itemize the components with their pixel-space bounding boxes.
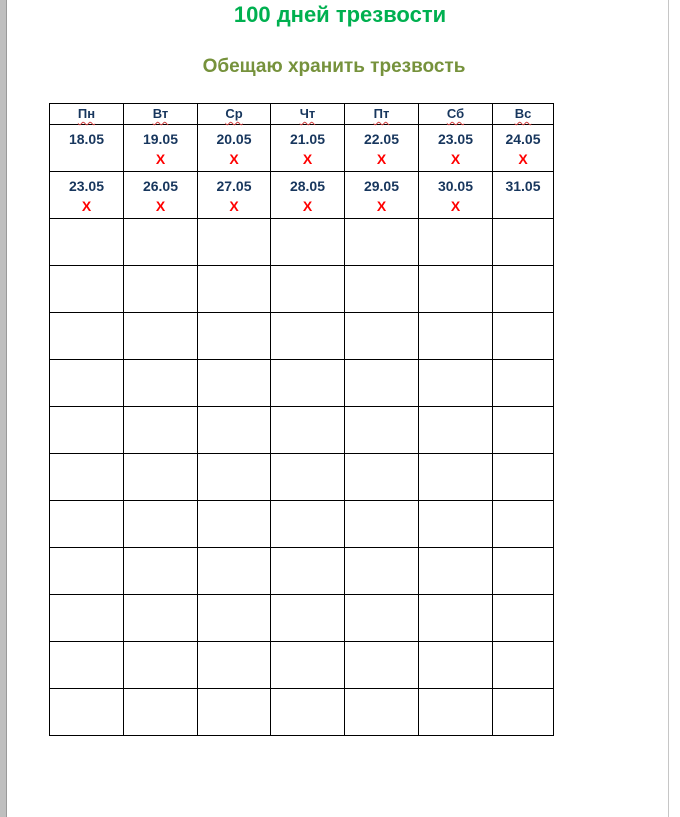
empty-day-cell [50,360,124,407]
empty-day-cell [493,595,554,642]
empty-day-cell [419,548,493,595]
week-row [50,125,554,172]
empty-day-cell [419,501,493,548]
day-date: 23.05 [68,178,105,194]
day-date: 18.05 [68,131,105,147]
day-check-mark: X [155,198,166,214]
empty-day-cell [124,454,198,501]
empty-day-cell [198,548,271,595]
empty-day-cell [419,360,493,407]
empty-day-cell [124,548,198,595]
empty-day-cell [493,407,554,454]
day-date: 22.05 [363,131,400,147]
day-check-mark: X [450,151,461,167]
weekday-header-cell [345,104,419,125]
day-check-mark: X [229,151,239,167]
empty-week-row [50,595,554,642]
empty-day-cell [271,642,345,689]
week-row [50,172,554,219]
empty-week-row [50,548,554,595]
empty-day-cell [198,501,271,548]
empty-day-cell [50,548,124,595]
day-date: 27.05 [216,178,252,194]
day-cell [198,172,271,219]
empty-day-cell [271,313,345,360]
weekday-header-row [50,104,554,125]
empty-day-cell [493,313,554,360]
empty-day-cell [419,454,493,501]
empty-day-cell [124,689,198,736]
day-cell [493,172,554,219]
empty-day-cell [345,219,419,266]
empty-day-cell [345,454,419,501]
empty-day-cell [271,219,345,266]
empty-day-cell [345,407,419,454]
page-gutter [0,0,7,817]
document-subtitle: Обещаю хранить трезвость [202,56,466,77]
empty-day-cell [124,360,198,407]
empty-day-cell [50,689,124,736]
empty-day-cell [124,501,198,548]
empty-day-cell [419,313,493,360]
day-cell [419,125,493,172]
weekday-label: Пт [373,106,390,121]
empty-week-row [50,501,554,548]
empty-day-cell [198,266,271,313]
day-date: 19.05 [142,131,179,147]
empty-day-cell [345,689,419,736]
day-cell [271,125,345,172]
weekday-label: Сб [446,106,465,121]
empty-day-cell [198,407,271,454]
day-cell [124,172,198,219]
empty-day-cell [419,219,493,266]
day-date: 21.05 [289,131,326,147]
weekday-label: Чт [299,106,316,121]
empty-day-cell [50,595,124,642]
empty-day-cell [198,595,271,642]
weekday-header-cell [493,104,554,125]
empty-day-cell [50,642,124,689]
day-date: 20.05 [216,131,252,147]
empty-day-cell [50,313,124,360]
empty-week-row [50,219,554,266]
day-cell [50,125,124,172]
empty-day-cell [124,642,198,689]
empty-day-cell [345,548,419,595]
empty-week-row [50,689,554,736]
empty-day-cell [271,689,345,736]
day-date: 28.05 [289,178,326,194]
day-check-mark: X [376,151,387,167]
sobriety-tracker-table [49,103,554,736]
day-date: 26.05 [142,178,179,194]
empty-day-cell [198,689,271,736]
empty-day-cell [271,266,345,313]
empty-day-cell [493,548,554,595]
day-check-mark: X [81,198,92,214]
day-check-mark: X [302,198,313,214]
empty-day-cell [493,501,554,548]
empty-day-cell [271,360,345,407]
empty-day-cell [271,548,345,595]
empty-day-cell [124,407,198,454]
day-date: 30.05 [437,178,474,194]
day-cell [419,172,493,219]
empty-day-cell [345,501,419,548]
empty-day-cell [419,266,493,313]
empty-week-row [50,407,554,454]
empty-day-cell [419,595,493,642]
day-date: 23.05 [437,131,474,147]
empty-day-cell [345,313,419,360]
day-date: 29.05 [363,178,400,194]
empty-day-cell [345,595,419,642]
weekday-label: Вс [514,106,532,121]
weekday-header-cell [271,104,345,125]
empty-day-cell [198,360,271,407]
empty-week-row [50,313,554,360]
empty-day-cell [198,642,271,689]
empty-day-cell [271,501,345,548]
empty-day-cell [493,689,554,736]
empty-day-cell [493,360,554,407]
empty-day-cell [345,266,419,313]
day-cell [345,172,419,219]
empty-day-cell [50,454,124,501]
empty-day-cell [50,219,124,266]
weekday-header-cell [50,104,124,125]
document-title: 100 дней трезвости [233,2,447,27]
empty-week-row [50,454,554,501]
empty-day-cell [345,642,419,689]
empty-day-cell [50,266,124,313]
weekday-header-cell [198,104,271,125]
weekday-label: Ср [225,106,243,121]
empty-day-cell [493,454,554,501]
empty-day-cell [493,266,554,313]
empty-week-row [50,266,554,313]
day-check-mark: X [450,198,461,214]
empty-day-cell [271,454,345,501]
empty-day-cell [493,642,554,689]
empty-day-cell [124,266,198,313]
empty-day-cell [493,219,554,266]
empty-day-cell [271,595,345,642]
empty-day-cell [50,407,124,454]
empty-day-cell [198,219,271,266]
empty-day-cell [50,501,124,548]
day-cell [124,125,198,172]
empty-day-cell [124,595,198,642]
day-check-mark: X [302,151,313,167]
empty-day-cell [419,689,493,736]
weekday-label: Вт [152,106,169,121]
empty-day-cell [198,313,271,360]
empty-day-cell [124,219,198,266]
weekday-label: Пн [77,106,96,121]
day-check-mark: X [518,151,528,167]
empty-day-cell [419,407,493,454]
day-date: 31.05 [505,178,541,194]
day-check-mark: X [376,198,387,214]
empty-day-cell [419,642,493,689]
day-cell [345,125,419,172]
empty-day-cell [124,313,198,360]
empty-day-cell [198,454,271,501]
weekday-header-cell [419,104,493,125]
day-check-mark: X [155,151,166,167]
weekday-header-cell [124,104,198,125]
empty-day-cell [345,360,419,407]
empty-week-row [50,642,554,689]
day-cell [50,172,124,219]
day-cell [493,125,554,172]
day-date: 24.05 [505,131,541,147]
empty-day-cell [271,407,345,454]
day-cell [198,125,271,172]
day-check-mark: X [229,198,239,214]
day-cell [271,172,345,219]
page-edge [668,0,669,817]
empty-week-row [50,360,554,407]
